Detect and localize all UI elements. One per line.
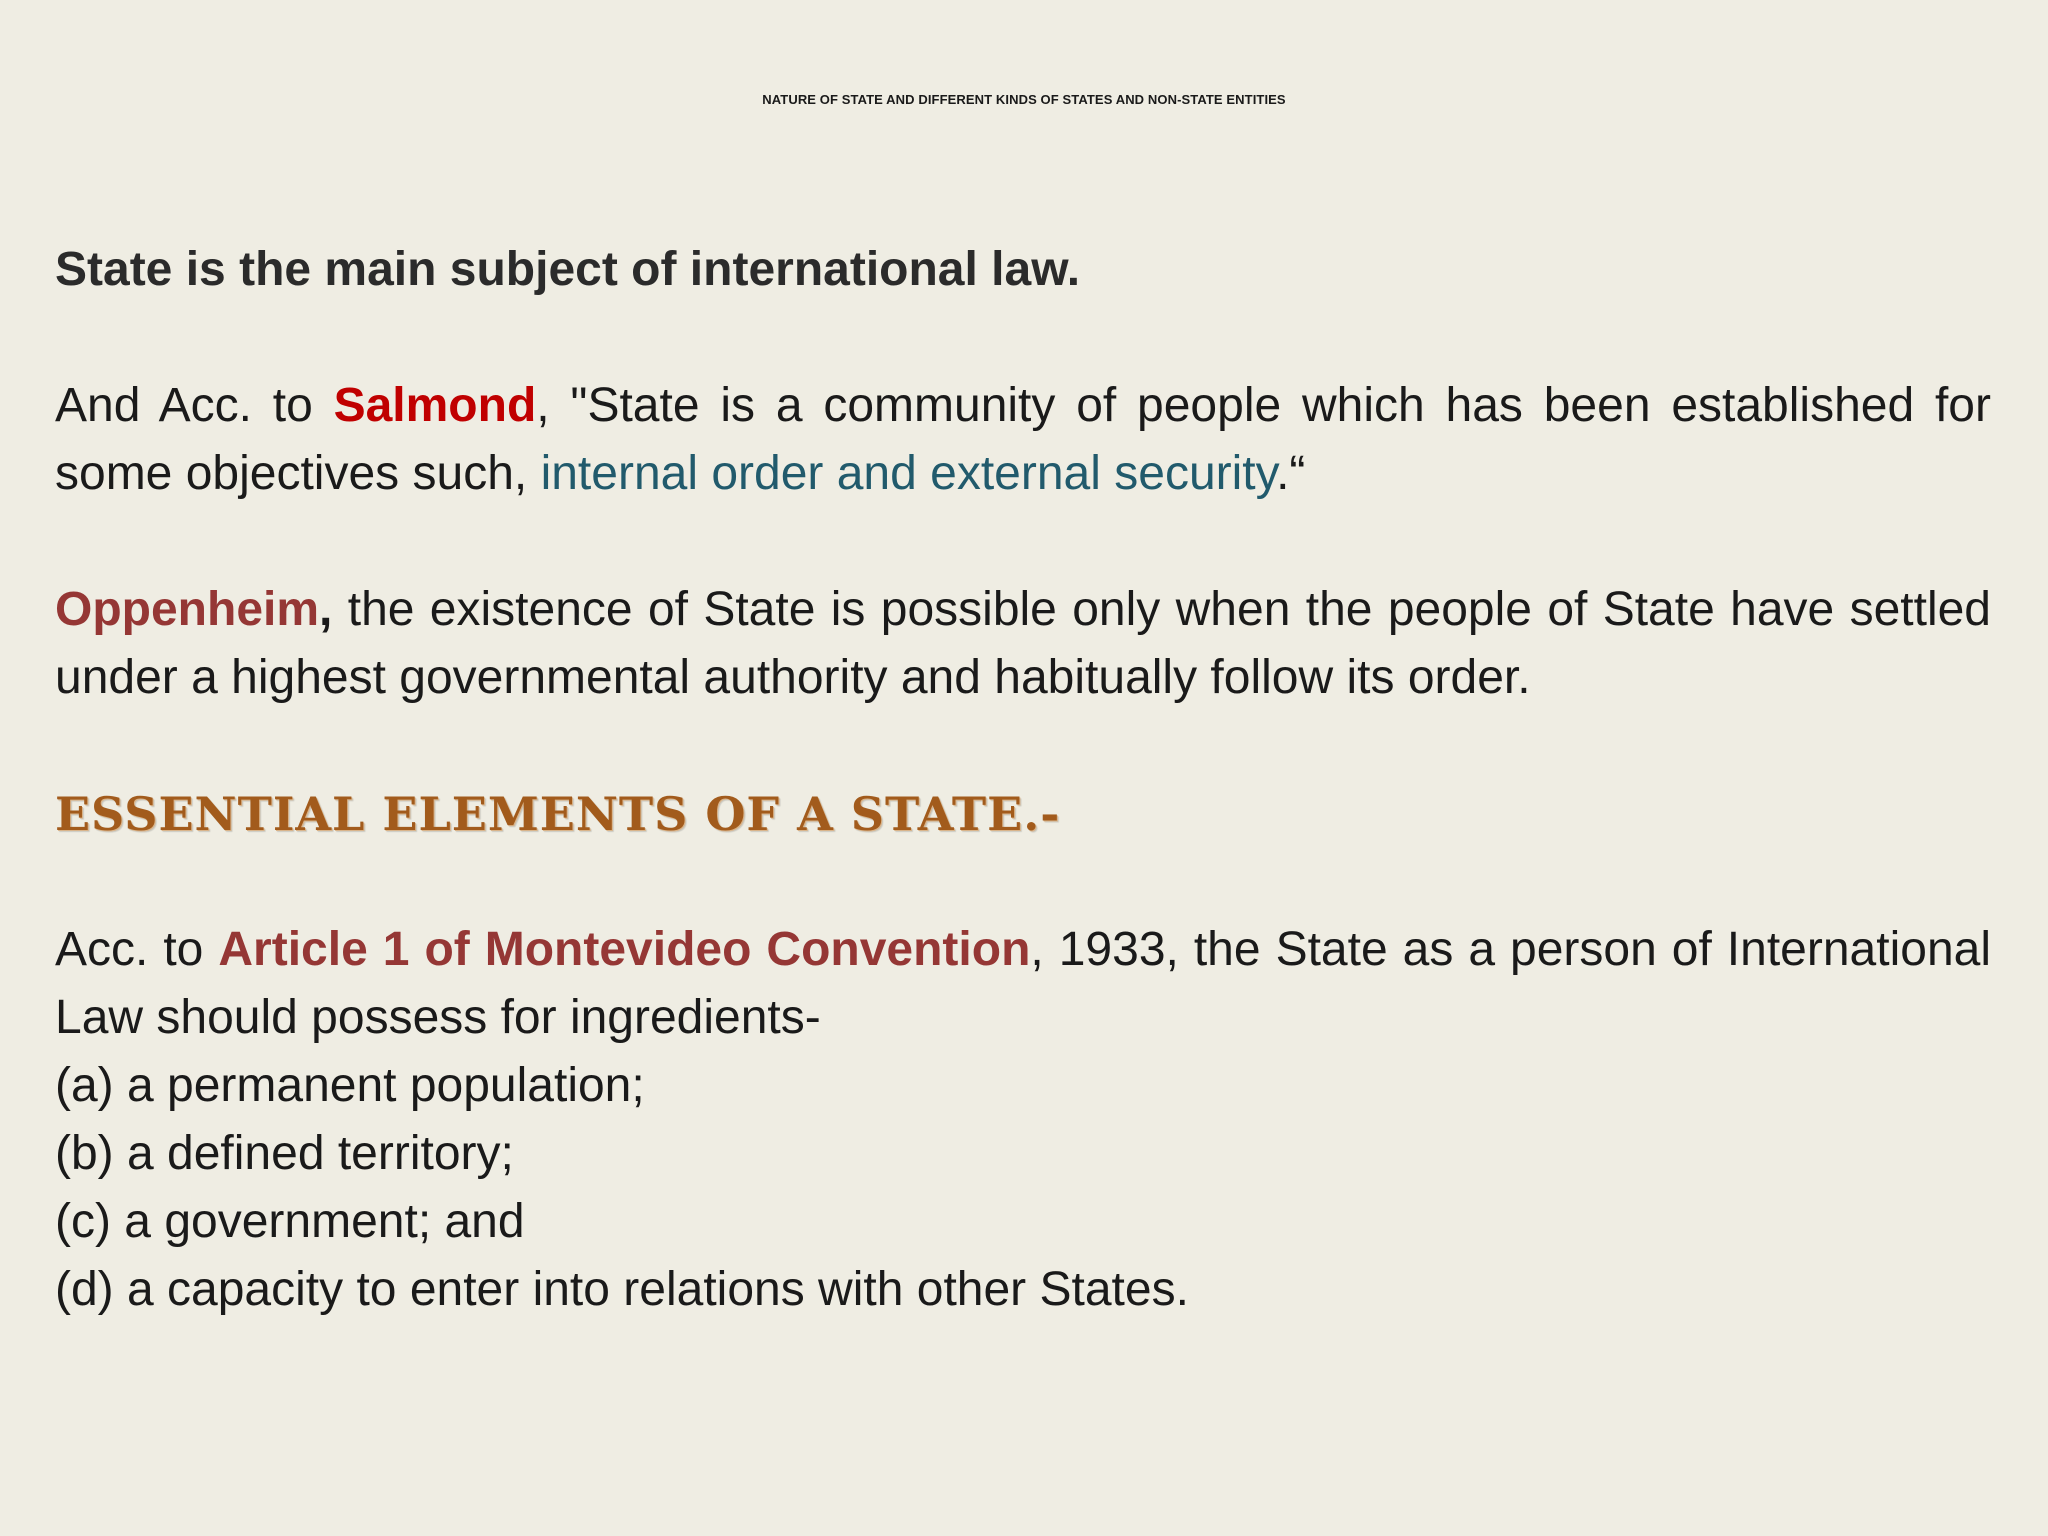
salmond-quote: , "State is a community of people which has been established for some objectives such,	[55, 379, 1991, 500]
salmond-suffix: .“	[1276, 447, 1306, 500]
lead-statement: State is the main subject of international law.	[55, 243, 1081, 296]
slide-content	[55, 236, 1991, 1324]
montevideo-text: , 1933, the State as a person of International Law should possess for ingredients-	[55, 923, 1991, 1044]
oppenheim-text: the existence of State is possible only when the people of State have settled under a highest governmental authority and habitually follow its order.	[55, 583, 1991, 704]
montevideo-prefix: Acc. to	[55, 923, 219, 976]
slide-header: NATURE OF STATE AND DIFFERENT KINDS OF STATES AND NON-STATE ENTITIES	[762, 92, 1286, 107]
section-heading: ESSENTIAL ELEMENTS OF A STATE.-	[55, 787, 1061, 841]
oppenheim-definition	[55, 576, 1991, 712]
salmond-prefix: And Acc. to	[55, 379, 334, 432]
salmond-highlight: internal order and external security	[540, 447, 1277, 500]
montevideo-reference: Article 1 of Montevideo Convention	[218, 923, 1031, 976]
oppenheim-comma: ,	[319, 583, 333, 636]
ingredients-list	[55, 1052, 1991, 1324]
list-item: (b) a defined territory;	[55, 1127, 514, 1180]
salmond-definition	[55, 372, 1991, 508]
list-item: (c) a government; and	[55, 1195, 525, 1248]
montevideo-statement	[55, 916, 1991, 1052]
list-item: (a) a permanent population;	[55, 1059, 645, 1112]
list-item: (d) a capacity to enter into relations with other States.	[55, 1263, 1189, 1316]
oppenheim-name: Oppenheim	[55, 583, 320, 636]
salmond-name: Salmond	[333, 379, 537, 432]
